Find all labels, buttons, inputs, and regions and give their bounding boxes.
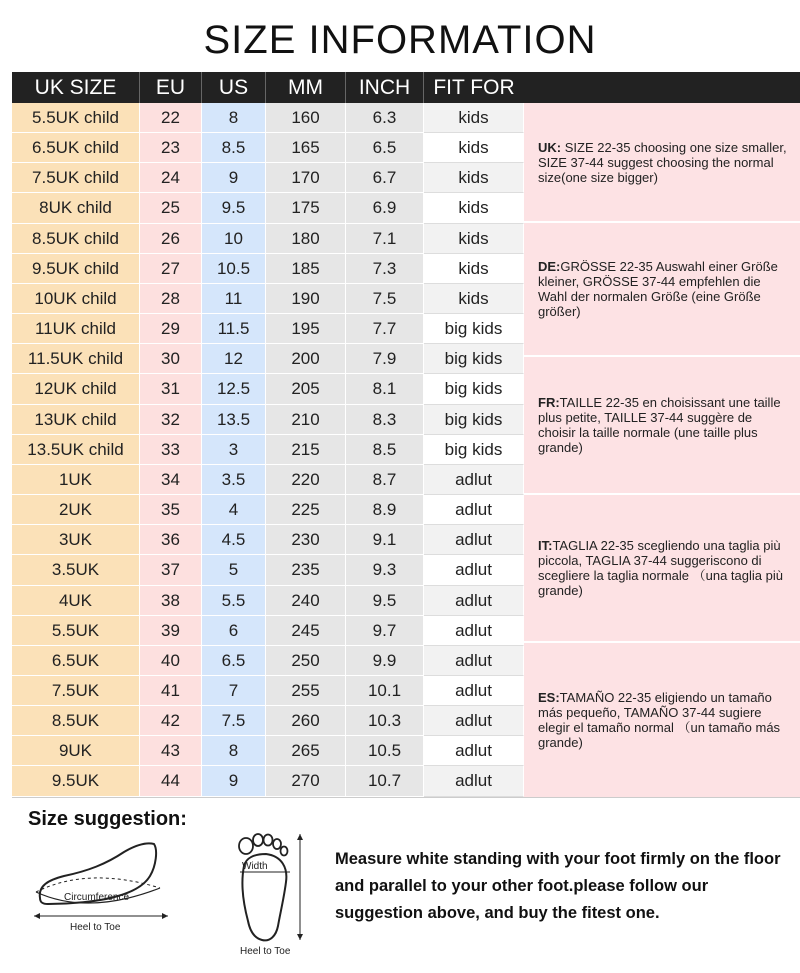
note-text: TAGLIA 22-35 scegliendo una taglia più piccola, TAGLIA 37-44 suggeriscono di scegliere la taglia normale （una taglia più grande) <box>538 538 783 598</box>
cell-fit-for: kids <box>424 224 524 254</box>
cell-mm: 250 <box>266 646 346 676</box>
table-row <box>12 706 524 736</box>
table-row <box>12 133 524 163</box>
cell-inch: 7.1 <box>346 224 424 254</box>
cell-eu: 26 <box>140 224 202 254</box>
cell-eu: 29 <box>140 314 202 344</box>
cell-fit-for: kids <box>424 284 524 314</box>
cell-us: 5.5 <box>202 586 266 616</box>
table-row <box>12 525 524 555</box>
table-row <box>12 465 524 495</box>
cell-inch: 6.7 <box>346 163 424 193</box>
cell-fit-for: adlut <box>424 555 524 585</box>
cell-fit-for: big kids <box>424 435 524 465</box>
table-row <box>12 224 524 254</box>
cell-fit-for: kids <box>424 163 524 193</box>
cell-us: 6.5 <box>202 646 266 676</box>
cell-eu: 31 <box>140 374 202 404</box>
cell-inch: 8.3 <box>346 405 424 435</box>
cell-inch: 8.7 <box>346 465 424 495</box>
cell-uk-size: 12UK child <box>12 374 140 404</box>
note-text: TAMAÑO 22-35 eligiendo un tamaño más pequeño, TAMAÑO 37-44 sugiere elegir el tamaño normal （un tamaño más grande) <box>538 690 781 750</box>
cell-inch: 9.5 <box>346 586 424 616</box>
cell-us: 9 <box>202 766 266 796</box>
cell-mm: 165 <box>266 133 346 163</box>
width-label: Width <box>242 861 268 872</box>
cell-inch: 6.5 <box>346 133 424 163</box>
cell-mm: 255 <box>266 676 346 706</box>
cell-us: 12.5 <box>202 374 266 404</box>
heel-to-toe-label-2: Heel to Toe <box>240 946 291 957</box>
cell-eu: 27 <box>140 254 202 284</box>
page-title: SIZE INFORMATION <box>203 18 597 62</box>
cell-eu: 24 <box>140 163 202 193</box>
cell-us: 7 <box>202 676 266 706</box>
cell-uk-size: 3.5UK <box>12 555 140 585</box>
cell-us: 4 <box>202 495 266 525</box>
table-row <box>12 435 524 465</box>
cell-uk-size: 7.5UK child <box>12 163 140 193</box>
cell-inch: 6.9 <box>346 193 424 223</box>
cell-mm: 205 <box>266 374 346 404</box>
cell-inch: 9.3 <box>346 555 424 585</box>
table-row <box>12 586 524 616</box>
cell-eu: 35 <box>140 495 202 525</box>
table-row <box>12 344 524 374</box>
cell-us: 5 <box>202 555 266 585</box>
cell-uk-size: 5.5UK <box>12 616 140 646</box>
table-row <box>12 314 524 344</box>
cell-uk-size: 13UK child <box>12 405 140 435</box>
cell-inch: 8.1 <box>346 374 424 404</box>
cell-eu: 32 <box>140 405 202 435</box>
note-language-code: ES: <box>538 690 560 705</box>
cell-uk-size: 5.5UK child <box>12 103 140 133</box>
cell-inch: 7.5 <box>346 284 424 314</box>
measurement-instructions: Measure white standing with your foot firmly on the floor and parallel to your other foot.please follow our suggestion above, and buy the fitest one. <box>335 850 781 922</box>
cell-mm: 160 <box>266 103 346 133</box>
language-notes <box>524 103 800 797</box>
cell-eu: 30 <box>140 344 202 374</box>
cell-uk-size: 8.5UK child <box>12 224 140 254</box>
cell-us: 4.5 <box>202 525 266 555</box>
cell-us: 3.5 <box>202 465 266 495</box>
cell-inch: 10.7 <box>346 766 424 796</box>
table-row <box>12 254 524 284</box>
cell-fit-for: kids <box>424 193 524 223</box>
cell-us: 11 <box>202 284 266 314</box>
cell-us: 6 <box>202 616 266 646</box>
cell-eu: 38 <box>140 586 202 616</box>
cell-fit-for: adlut <box>424 646 524 676</box>
size-table-body <box>12 103 524 797</box>
header-us: US <box>202 72 266 103</box>
cell-inch: 6.3 <box>346 103 424 133</box>
cell-eu: 37 <box>140 555 202 585</box>
cell-mm: 210 <box>266 405 346 435</box>
cell-fit-for: adlut <box>424 586 524 616</box>
note-fr <box>524 357 800 493</box>
cell-inch: 7.9 <box>346 344 424 374</box>
cell-fit-for: adlut <box>424 465 524 495</box>
header-mm: MM <box>266 72 346 103</box>
header-inch: INCH <box>346 72 424 103</box>
note-language-code: DE: <box>538 259 561 274</box>
cell-fit-for: adlut <box>424 616 524 646</box>
cell-us: 7.5 <box>202 706 266 736</box>
cell-fit-for: kids <box>424 254 524 284</box>
cell-uk-size: 10UK child <box>12 284 140 314</box>
cell-fit-for: adlut <box>424 736 524 766</box>
cell-eu: 23 <box>140 133 202 163</box>
header-fit-for: FIT FOR <box>433 76 515 99</box>
cell-uk-size: 9.5UK <box>12 766 140 796</box>
cell-mm: 265 <box>266 736 346 766</box>
table-row <box>12 103 524 133</box>
cell-us: 3 <box>202 435 266 465</box>
table-row <box>12 495 524 525</box>
cell-inch: 8.9 <box>346 495 424 525</box>
size-table-header <box>12 72 524 103</box>
note-uk <box>524 103 800 221</box>
cell-eu: 36 <box>140 525 202 555</box>
foot-side-view-icon <box>28 836 188 936</box>
cell-inch: 9.1 <box>346 525 424 555</box>
cell-fit-for: big kids <box>424 405 524 435</box>
table-row <box>12 766 524 796</box>
cell-us: 13.5 <box>202 405 266 435</box>
cell-eu: 41 <box>140 676 202 706</box>
cell-eu: 28 <box>140 284 202 314</box>
cell-uk-size: 6.5UK child <box>12 133 140 163</box>
cell-mm: 240 <box>266 586 346 616</box>
cell-fit-for: adlut <box>424 525 524 555</box>
cell-uk-size: 13.5UK child <box>12 435 140 465</box>
size-suggestion-title: Size suggestion: <box>28 808 187 830</box>
cell-inch: 9.9 <box>346 646 424 676</box>
cell-uk-size: 3UK <box>12 525 140 555</box>
cell-mm: 260 <box>266 706 346 736</box>
cell-mm: 225 <box>266 495 346 525</box>
cell-mm: 230 <box>266 525 346 555</box>
table-row <box>12 405 524 435</box>
table-row <box>12 163 524 193</box>
cell-eu: 40 <box>140 646 202 676</box>
cell-inch: 7.7 <box>346 314 424 344</box>
cell-eu: 42 <box>140 706 202 736</box>
cell-eu: 25 <box>140 193 202 223</box>
cell-mm: 195 <box>266 314 346 344</box>
header-eu: EU <box>140 72 202 103</box>
cell-eu: 44 <box>140 766 202 796</box>
note-es <box>524 643 800 797</box>
cell-us: 9 <box>202 163 266 193</box>
cell-mm: 200 <box>266 344 346 374</box>
cell-mm: 220 <box>266 465 346 495</box>
foot-top-view-icon <box>222 826 322 961</box>
cell-us: 10.5 <box>202 254 266 284</box>
heel-to-toe-label: Heel to Toe <box>70 922 121 933</box>
table-row <box>12 374 524 404</box>
cell-fit-for: adlut <box>424 706 524 736</box>
cell-uk-size: 6.5UK <box>12 646 140 676</box>
cell-fit-for: big kids <box>424 344 524 374</box>
cell-uk-size: 8.5UK <box>12 706 140 736</box>
cell-fit-for: adlut <box>424 495 524 525</box>
table-row <box>12 193 524 223</box>
cell-mm: 245 <box>266 616 346 646</box>
note-text: GRÖSSE 22-35 Auswahl einer Größe kleiner, GRÖSSE 37-44 empfehlen die Wahl der normalen Größe (eine Größe größer) <box>538 259 778 319</box>
divider <box>12 797 800 798</box>
cell-mm: 175 <box>266 193 346 223</box>
cell-mm: 235 <box>266 555 346 585</box>
header-uk-size: UK SIZE <box>12 72 140 103</box>
cell-fit-for: adlut <box>424 766 524 796</box>
cell-inch: 10.1 <box>346 676 424 706</box>
cell-fit-for: kids <box>424 103 524 133</box>
cell-mm: 185 <box>266 254 346 284</box>
cell-fit-for: big kids <box>424 314 524 344</box>
note-language-code: UK: <box>538 139 562 155</box>
cell-inch: 9.7 <box>346 616 424 646</box>
cell-us: 8.5 <box>202 133 266 163</box>
cell-eu: 33 <box>140 435 202 465</box>
cell-us: 11.5 <box>202 314 266 344</box>
cell-uk-size: 2UK <box>12 495 140 525</box>
cell-eu: 34 <box>140 465 202 495</box>
note-language-code: FR: <box>538 395 560 410</box>
cell-uk-size: 11.5UK child <box>12 344 140 374</box>
cell-us: 8 <box>202 103 266 133</box>
table-row <box>12 284 524 314</box>
note-de <box>524 223 800 355</box>
note-language-code: IT: <box>538 538 553 553</box>
cell-us: 8 <box>202 736 266 766</box>
cell-uk-size: 8UK child <box>12 193 140 223</box>
cell-uk-size: 4UK <box>12 586 140 616</box>
table-row <box>12 646 524 676</box>
cell-fit-for: kids <box>424 133 524 163</box>
cell-eu: 39 <box>140 616 202 646</box>
cell-mm: 270 <box>266 766 346 796</box>
cell-uk-size: 1UK <box>12 465 140 495</box>
header-filler <box>524 72 800 103</box>
cell-mm: 180 <box>266 224 346 254</box>
cell-uk-size: 7.5UK <box>12 676 140 706</box>
cell-us: 10 <box>202 224 266 254</box>
note-text: SIZE 22-35 choosing one size smaller, SIZE 37-44 suggest choosing the normal size(one size bigger) <box>538 139 787 185</box>
cell-uk-size: 9UK <box>12 736 140 766</box>
note-text: TAILLE 22-35 en choisissant une taille plus petite, TAILLE 37-44 suggère de choisir la taille normale (une taille plus grande) <box>538 395 781 455</box>
cell-uk-size: 11UK child <box>12 314 140 344</box>
cell-us: 9.5 <box>202 193 266 223</box>
cell-us: 12 <box>202 344 266 374</box>
cell-fit-for: adlut <box>424 676 524 706</box>
circumference-label: Circumference <box>64 892 130 903</box>
cell-uk-size: 9.5UK child <box>12 254 140 284</box>
note-it <box>524 495 800 641</box>
cell-inch: 10.5 <box>346 736 424 766</box>
table-row <box>12 616 524 646</box>
cell-mm: 190 <box>266 284 346 314</box>
table-row <box>12 555 524 585</box>
cell-eu: 43 <box>140 736 202 766</box>
cell-fit-for: big kids <box>424 374 524 404</box>
cell-inch: 7.3 <box>346 254 424 284</box>
cell-inch: 8.5 <box>346 435 424 465</box>
cell-inch: 10.3 <box>346 706 424 736</box>
cell-mm: 215 <box>266 435 346 465</box>
cell-eu: 22 <box>140 103 202 133</box>
table-row <box>12 736 524 766</box>
cell-mm: 170 <box>266 163 346 193</box>
table-row <box>12 676 524 706</box>
